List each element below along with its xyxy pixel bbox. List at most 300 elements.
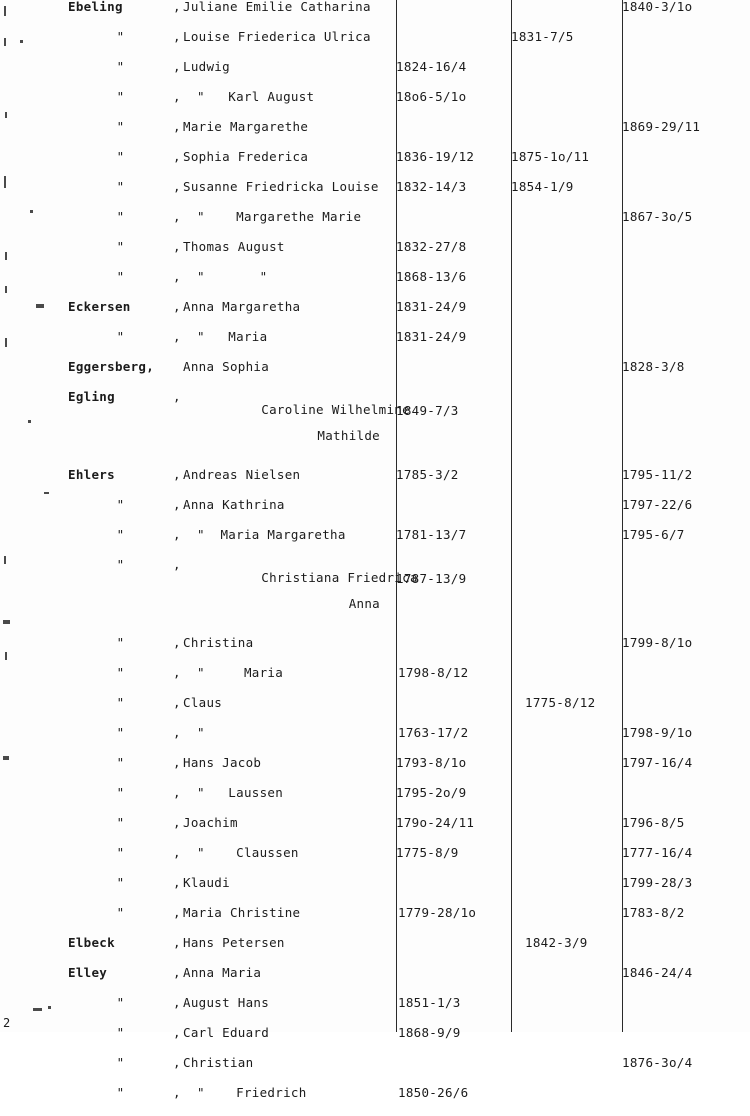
- date-cell-2: [511, 330, 622, 360]
- ditto-mark: ": [116, 1055, 125, 1070]
- date-cell-1: 1779-28/1o: [398, 905, 477, 920]
- date-cell-2: [511, 240, 622, 270]
- row-mark: [0, 468, 68, 498]
- date-cell-2: [511, 90, 622, 120]
- date-cell-3: [622, 270, 750, 300]
- comma-cell: ,: [173, 0, 181, 14]
- given-name-cell: Marie Margarethe: [183, 119, 309, 134]
- comma-cell: ,: [173, 269, 181, 284]
- given-name-cell: Christina: [183, 635, 254, 650]
- ditto-mark: ": [116, 269, 125, 284]
- date-cell-2: [511, 786, 622, 816]
- date-cell-3: 1846-24/4: [622, 965, 693, 980]
- date-cell-2: [511, 120, 622, 150]
- date-cell-1: 1832-14/3: [396, 179, 467, 194]
- ditto-mark: ": [116, 149, 125, 164]
- date-cell-2: [511, 846, 622, 876]
- given-name-text: " Margarethe Marie: [197, 209, 362, 224]
- comma-cell: ,: [173, 665, 181, 680]
- row-mark: [0, 906, 68, 936]
- date-cell-3: 1797-16/4: [622, 755, 693, 770]
- row-mark: [0, 696, 68, 726]
- table-row: [0, 786, 750, 816]
- table-row: [0, 558, 750, 636]
- date-cell-2: [511, 816, 622, 846]
- surname-cell: [68, 726, 173, 756]
- date-cell-1: 1795-2o/9: [396, 785, 467, 800]
- date-cell-2: [511, 906, 622, 936]
- given-name-cell: Thomas August: [183, 239, 285, 254]
- date-cell-3: [622, 558, 750, 636]
- table-row: [0, 966, 750, 996]
- date-cell-3: [622, 1086, 750, 1116]
- given-name-cell: Anna Margaretha: [183, 299, 301, 314]
- date-cell-1: [396, 876, 511, 906]
- date-cell-3: 1777-16/4: [622, 845, 693, 860]
- row-mark: [0, 390, 68, 468]
- ditto-mark: ": [116, 995, 125, 1010]
- date-cell-2: 1831-7/5: [511, 29, 574, 44]
- date-cell-1: 1831-24/9: [396, 329, 467, 344]
- comma-cell: [173, 360, 183, 390]
- date-cell-3: 1783-8/2: [622, 905, 685, 920]
- comma-cell: ,: [173, 755, 181, 770]
- table-row: [0, 468, 750, 498]
- given-name-text: " Maria: [197, 329, 268, 344]
- row-mark: [0, 180, 68, 210]
- table-row: [0, 150, 750, 180]
- given-name-text: " Friedrich: [197, 1085, 307, 1100]
- table-row: [0, 936, 750, 966]
- date-cell-1: [396, 30, 511, 60]
- comma-cell: ,: [173, 1055, 181, 1070]
- date-cell-3: [622, 90, 750, 120]
- date-cell-2: [511, 876, 622, 906]
- row-mark: [0, 936, 68, 966]
- date-cell-1: 1832-27/8: [396, 239, 467, 254]
- ditto-mark: ": [116, 179, 125, 194]
- surname-cell: [68, 666, 173, 696]
- given-name-cell: [183, 270, 396, 300]
- given-name-cell: August Hans: [183, 995, 270, 1010]
- comma-cell: ,: [173, 89, 181, 104]
- date-cell-2: 1854-1/9: [511, 179, 574, 194]
- date-cell-1: [396, 966, 511, 996]
- surname-cell: Ebeling: [68, 0, 123, 14]
- surname-cell: [68, 30, 173, 60]
- comma-cell: ,: [173, 299, 181, 314]
- date-cell-3: [622, 666, 750, 696]
- row-mark: [0, 210, 68, 240]
- given-name-cell: [183, 528, 396, 558]
- date-cell-3: [622, 696, 750, 726]
- comma-cell: ,: [173, 845, 181, 860]
- date-cell-2: [511, 666, 622, 696]
- ditto-mark: ": [116, 329, 125, 344]
- date-cell-1: [396, 696, 511, 726]
- date-cell-1: 1851-1/3: [398, 995, 461, 1010]
- date-cell-2: 1775-8/12: [525, 695, 596, 710]
- date-cell-1: [396, 120, 511, 150]
- ditto-mark: ": [116, 497, 125, 512]
- date-cell-3: [622, 996, 750, 1026]
- comma-cell: ,: [173, 875, 181, 890]
- date-cell-3: 1799-8/1o: [622, 635, 693, 650]
- row-mark: [0, 90, 68, 120]
- given-name-cell: Christian: [183, 1055, 254, 1070]
- surname-cell: [68, 996, 173, 1026]
- comma-cell: ,: [173, 59, 181, 74]
- date-cell-2: [511, 360, 622, 390]
- date-cell-2: [511, 1086, 622, 1116]
- date-cell-3: [622, 1026, 750, 1056]
- date-cell-3: 1840-3/1o: [622, 0, 693, 14]
- date-cell-3: 1795-11/2: [622, 467, 693, 482]
- comma-cell: ,: [173, 179, 181, 194]
- comma-cell: ,: [173, 1085, 181, 1100]
- given-name-text: " Maria: [197, 665, 284, 680]
- date-cell-3: 1796-8/5: [622, 815, 685, 830]
- date-cell-3: 1797-22/6: [622, 497, 693, 512]
- date-cell-3: [622, 390, 750, 468]
- row-mark: [0, 150, 68, 180]
- given-name-cell: Anna Kathrina: [183, 497, 285, 512]
- given-name-text: Christiana Friedrica: [261, 570, 418, 585]
- comma-cell: ,: [173, 635, 181, 650]
- date-cell-2: 1842-3/9: [525, 935, 588, 950]
- surname-cell: [68, 90, 173, 120]
- ditto-mark: ": [116, 845, 125, 860]
- given-name-cell: [183, 390, 410, 468]
- row-mark: [0, 1056, 68, 1086]
- given-name-cell: Anna Maria: [183, 965, 262, 980]
- surname-cell: Eggersberg,: [68, 359, 155, 374]
- given-name-text: Caroline Wilhelmine: [261, 402, 410, 417]
- surname-cell: [68, 180, 173, 210]
- ditto-mark: ": [116, 635, 125, 650]
- comma-cell: ,: [173, 29, 181, 44]
- date-cell-3: [622, 936, 750, 966]
- date-cell-2: [511, 996, 622, 1026]
- date-cell-3: [622, 786, 750, 816]
- date-cell-2: [511, 558, 622, 636]
- table-row: [0, 60, 750, 90]
- ditto-mark: ": [116, 239, 125, 254]
- row-mark: [0, 330, 68, 360]
- date-cell-2: [511, 726, 622, 756]
- table-row: [0, 1086, 750, 1116]
- ditto-mark: ": [116, 815, 125, 830]
- surname-cell: [68, 756, 173, 786]
- date-cell-1: 1824-16/4: [396, 59, 467, 74]
- surname-cell: Eckersen: [68, 299, 131, 314]
- given-name-cell: Carl Eduard: [183, 1025, 270, 1040]
- table-row: [0, 1056, 750, 1086]
- date-cell-1: [396, 636, 511, 666]
- date-cell-2: [511, 210, 622, 240]
- ditto-mark: ": [116, 209, 125, 224]
- date-cell-3: [622, 240, 750, 270]
- surname-cell: [68, 816, 173, 846]
- row-mark: [0, 270, 68, 300]
- table-row: [0, 636, 750, 666]
- given-name-text: " ": [197, 269, 268, 284]
- surname-cell: [68, 636, 173, 666]
- ditto-mark: ": [116, 665, 125, 680]
- table-row: [0, 210, 750, 240]
- date-cell-2: [511, 390, 622, 468]
- date-cell-3: 1876-3o/4: [622, 1055, 693, 1070]
- row-mark: [0, 726, 68, 756]
- row-mark: [0, 846, 68, 876]
- date-cell-2: [511, 60, 622, 90]
- given-name-cell: Klaudi: [183, 875, 230, 890]
- surname-cell: [68, 210, 173, 240]
- comma-cell: ,: [173, 815, 181, 830]
- date-cell-2: [511, 756, 622, 786]
- given-name-cell: Sophia Frederica: [183, 149, 309, 164]
- given-name-cell: [183, 666, 396, 696]
- surname-cell: Egling: [68, 389, 115, 404]
- surname-cell: Ehlers: [68, 467, 115, 482]
- date-cell-1: [396, 1056, 511, 1086]
- given-name-cell: Hans Petersen: [183, 935, 285, 950]
- given-name-continuation: Anna: [348, 596, 380, 611]
- given-name-text: " Maria Margaretha: [197, 527, 346, 542]
- ditto-mark: ": [116, 755, 125, 770]
- comma-cell: ,: [173, 995, 181, 1010]
- date-cell-1: 1849-7/3: [396, 403, 459, 418]
- surname-cell: Elbeck: [68, 935, 115, 950]
- date-cell-2: [511, 966, 622, 996]
- row-mark: [0, 528, 68, 558]
- comma-cell: ,: [173, 149, 181, 164]
- comma-cell: ,: [173, 527, 181, 542]
- comma-cell: ,: [173, 329, 181, 344]
- ditto-mark: ": [116, 29, 125, 44]
- surname-cell: [68, 240, 173, 270]
- given-name-text: " Laussen: [197, 785, 284, 800]
- table-row: [0, 498, 750, 528]
- date-cell-3: [622, 30, 750, 60]
- date-cell-2: [511, 636, 622, 666]
- date-cell-2: [511, 0, 622, 30]
- date-cell-1: [396, 360, 511, 390]
- surname-cell: [68, 906, 173, 936]
- surname-cell: [68, 330, 173, 360]
- given-name-text: ": [197, 725, 205, 740]
- given-name-cell: Andreas Nielsen: [183, 467, 301, 482]
- date-cell-2: [511, 1026, 622, 1056]
- given-name-cell: [183, 210, 396, 240]
- comma-cell: ,: [173, 239, 181, 254]
- given-name-cell: Claus: [183, 695, 223, 710]
- given-name-cell: [183, 846, 396, 876]
- row-mark: [0, 498, 68, 528]
- surname-cell: [68, 1056, 173, 1086]
- ditto-mark: ": [116, 1025, 125, 1040]
- date-cell-3: [622, 60, 750, 90]
- date-cell-2: [511, 270, 622, 300]
- date-cell-3: 1828-3/8: [622, 359, 685, 374]
- table-row: [0, 696, 750, 726]
- comma-cell: ,: [173, 389, 181, 404]
- given-name-cell: Maria Christine: [183, 905, 301, 920]
- page-number: 2: [3, 1016, 11, 1030]
- given-name-continuation: Mathilde: [317, 428, 380, 443]
- row-mark: [0, 876, 68, 906]
- date-cell-1: [396, 0, 511, 30]
- table-row: [0, 90, 750, 120]
- date-cell-1: 1868-9/9: [398, 1025, 461, 1040]
- given-name-cell: [183, 1086, 396, 1116]
- date-cell-2: [511, 300, 622, 330]
- comma-cell: ,: [173, 905, 181, 920]
- comma-cell: ,: [173, 965, 181, 980]
- date-cell-3: 1795-6/7: [622, 527, 685, 542]
- table-row: [0, 906, 750, 936]
- row-mark: [0, 816, 68, 846]
- date-cell-3: 1799-28/3: [622, 875, 693, 890]
- date-cell-2: 1875-1o/11: [511, 149, 590, 164]
- table-row: [0, 180, 750, 210]
- surname-cell: [68, 558, 173, 636]
- table-row: [0, 0, 750, 30]
- date-cell-2: [511, 498, 622, 528]
- date-cell-1: [396, 210, 511, 240]
- comma-cell: ,: [173, 467, 181, 482]
- date-cell-3: [622, 330, 750, 360]
- table-row: [0, 756, 750, 786]
- ditto-mark: ": [116, 905, 125, 920]
- date-cell-1: 1781-13/7: [396, 527, 467, 542]
- surname-cell: Elley: [68, 965, 108, 980]
- table-row: [0, 240, 750, 270]
- date-cell-2: [511, 528, 622, 558]
- table-row: [0, 1026, 750, 1056]
- row-mark: [0, 636, 68, 666]
- comma-cell: ,: [173, 497, 181, 512]
- given-name-cell: [183, 330, 396, 360]
- date-cell-1: 1850-26/6: [398, 1085, 469, 1100]
- surname-cell: [68, 786, 173, 816]
- table-row: [0, 528, 750, 558]
- date-cell-2: [511, 1056, 622, 1086]
- table-row: [0, 120, 750, 150]
- given-name-cell: Juliane Emilie Catharina: [183, 0, 371, 14]
- date-cell-3: 1798-9/1o: [622, 725, 693, 740]
- ditto-mark: ": [116, 89, 125, 104]
- comma-cell: ,: [173, 725, 181, 740]
- ditto-mark: ": [116, 119, 125, 134]
- surname-cell: [68, 876, 173, 906]
- given-name-cell: [183, 90, 396, 120]
- table-row: [0, 30, 750, 60]
- surname-cell: [68, 60, 173, 90]
- date-cell-3: [622, 180, 750, 210]
- row-mark: [0, 786, 68, 816]
- ditto-mark: ": [116, 875, 125, 890]
- table-row: [0, 876, 750, 906]
- comma-cell: ,: [173, 935, 181, 950]
- date-cell-3: 1867-3o/5: [622, 209, 693, 224]
- given-name-cell: Louise Friederica Ulrica: [183, 29, 371, 44]
- date-cell-3: [622, 300, 750, 330]
- table-row: [0, 330, 750, 360]
- surname-cell: [68, 846, 173, 876]
- row-mark: [0, 0, 68, 30]
- ditto-mark: ": [116, 785, 125, 800]
- ditto-mark: ": [116, 527, 125, 542]
- ditto-mark: ": [116, 59, 125, 74]
- given-name-text: " Claussen: [197, 845, 299, 860]
- ditto-mark: ": [116, 557, 125, 572]
- table-row: [0, 270, 750, 300]
- date-cell-1: 1831-24/9: [396, 299, 467, 314]
- given-name-cell: [183, 726, 396, 756]
- table-row: [0, 846, 750, 876]
- given-name-cell: Susanne Friedricka Louise: [183, 179, 379, 194]
- given-name-text: " Karl August: [197, 89, 315, 104]
- table-row: [0, 360, 750, 390]
- comma-cell: ,: [173, 209, 181, 224]
- row-mark: [0, 1026, 68, 1056]
- ditto-mark: ": [116, 695, 125, 710]
- ditto-mark: ": [116, 725, 125, 740]
- row-mark: [0, 360, 68, 390]
- date-cell-1: 1793-8/1o: [396, 755, 467, 770]
- surname-cell: [68, 120, 173, 150]
- given-name-cell: Anna Sophia: [183, 359, 270, 374]
- given-name-cell: Joachim: [183, 815, 238, 830]
- row-mark: [0, 756, 68, 786]
- surname-cell: [68, 528, 173, 558]
- date-cell-1: [396, 498, 511, 528]
- row-mark: [0, 966, 68, 996]
- row-mark: [0, 30, 68, 60]
- given-name-cell: Hans Jacob: [183, 755, 262, 770]
- given-name-cell: [183, 558, 418, 636]
- comma-cell: ,: [173, 119, 181, 134]
- given-name-cell: Ludwig: [183, 59, 230, 74]
- date-cell-1: 179o-24/11: [396, 815, 475, 830]
- row-mark: [0, 300, 68, 330]
- table-row: [0, 996, 750, 1026]
- ditto-mark: ": [116, 1085, 125, 1100]
- surname-cell: [68, 270, 173, 300]
- date-cell-3: 1869-29/11: [622, 119, 701, 134]
- row-mark: [0, 240, 68, 270]
- date-cell-1: 1836-19/12: [396, 149, 475, 164]
- date-cell-1: [396, 936, 511, 966]
- date-cell-2: [511, 468, 622, 498]
- date-cell-1: 1787-13/9: [396, 571, 467, 586]
- comma-cell: ,: [173, 785, 181, 800]
- date-cell-1: 1775-8/9: [396, 845, 459, 860]
- date-cell-1: 1785-3/2: [396, 467, 459, 482]
- row-mark: [0, 1086, 68, 1116]
- table-row: [0, 666, 750, 696]
- row-mark: [0, 666, 68, 696]
- date-cell-1: 1868-13/6: [396, 269, 467, 284]
- comma-cell: ,: [173, 1025, 181, 1040]
- surname-cell: [68, 498, 173, 528]
- surname-cell: [68, 1086, 173, 1116]
- date-cell-1: 1798-8/12: [398, 665, 469, 680]
- date-cell-1: 1763-17/2: [398, 725, 469, 740]
- date-cell-3: [622, 150, 750, 180]
- table-row: [0, 300, 750, 330]
